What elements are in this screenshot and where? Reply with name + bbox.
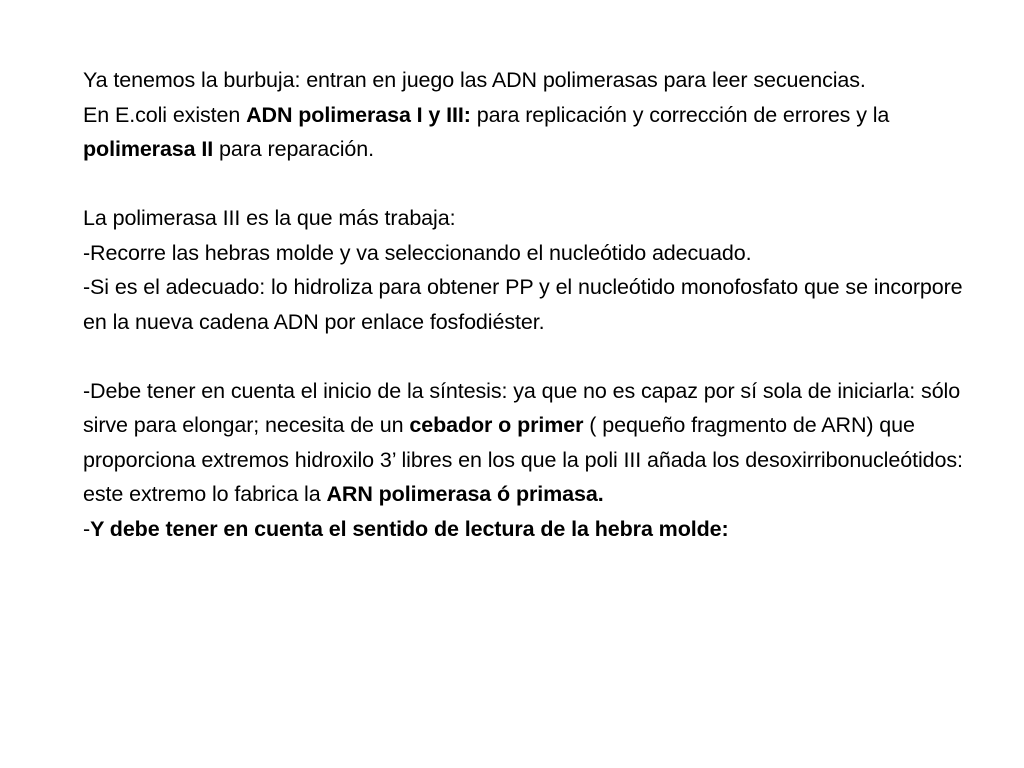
bubble-sentence: Ya tenemos la burbuja: entran en juego las ADN polimerasas para leer secuencias. — [83, 68, 866, 92]
ecoli-repair-text: para reparación. — [213, 137, 374, 161]
reading-direction-text: Y debe tener en cuenta el sentido de lectura de la hebra molde: — [90, 516, 729, 541]
paragraph-polymerase-iii-item-1 — [83, 236, 983, 271]
spacer — [83, 167, 983, 202]
paragraph-reading-direction — [83, 512, 983, 547]
paragraph-bubble — [83, 63, 983, 98]
ecoli-polymerase-i-iii: ADN polimerasa I y III: — [246, 102, 471, 127]
ecoli-replication-text: para replicación y corrección de errores y la — [470, 102, 890, 127]
reading-direction-dash: - — [83, 516, 91, 541]
polymerase-iii-item-1: -Recorre las hebras molde y va seleccionando el nucleótido adecuado. — [83, 240, 752, 265]
slide-body-text — [83, 63, 983, 546]
primase-term: ARN polimerasa ó primasa. — [326, 482, 604, 506]
polymerase-iii-intro: La polimerasa III es la que más trabaja: — [83, 206, 456, 230]
ecoli-polymerase-ii: polimerasa II — [83, 137, 214, 161]
primer-term: cebador o primer — [409, 413, 584, 437]
paragraph-polymerase-iii-intro — [83, 201, 983, 236]
ecoli-intro: En E.coli existen — [83, 102, 247, 127]
primer-intro: -Debe tener en cuenta el inicio de la síntesis: ya que no es capaz por sí sola de iniciarla: sólo sirve para elongar; necesita de un — [83, 378, 961, 437]
paragraph-ecoli — [83, 98, 983, 167]
polymerase-iii-item-2: -Si es el adecuado: lo hidroliza para obtener PP y el nucleótido monofosfato que se incorpore en la nueva cadena ADN por enlace fosfodiéster. — [83, 275, 963, 334]
paragraph-primer — [83, 374, 983, 512]
primer-description: ( pequeño fragmento de ARN) que proporciona extremos hidroxilo 3’ libres en los que la poli III añada los desoxirribonucleótidos: este extremo lo fabrica la — [83, 413, 963, 506]
spacer — [83, 339, 983, 374]
paragraph-polymerase-iii-item-2 — [83, 270, 983, 339]
